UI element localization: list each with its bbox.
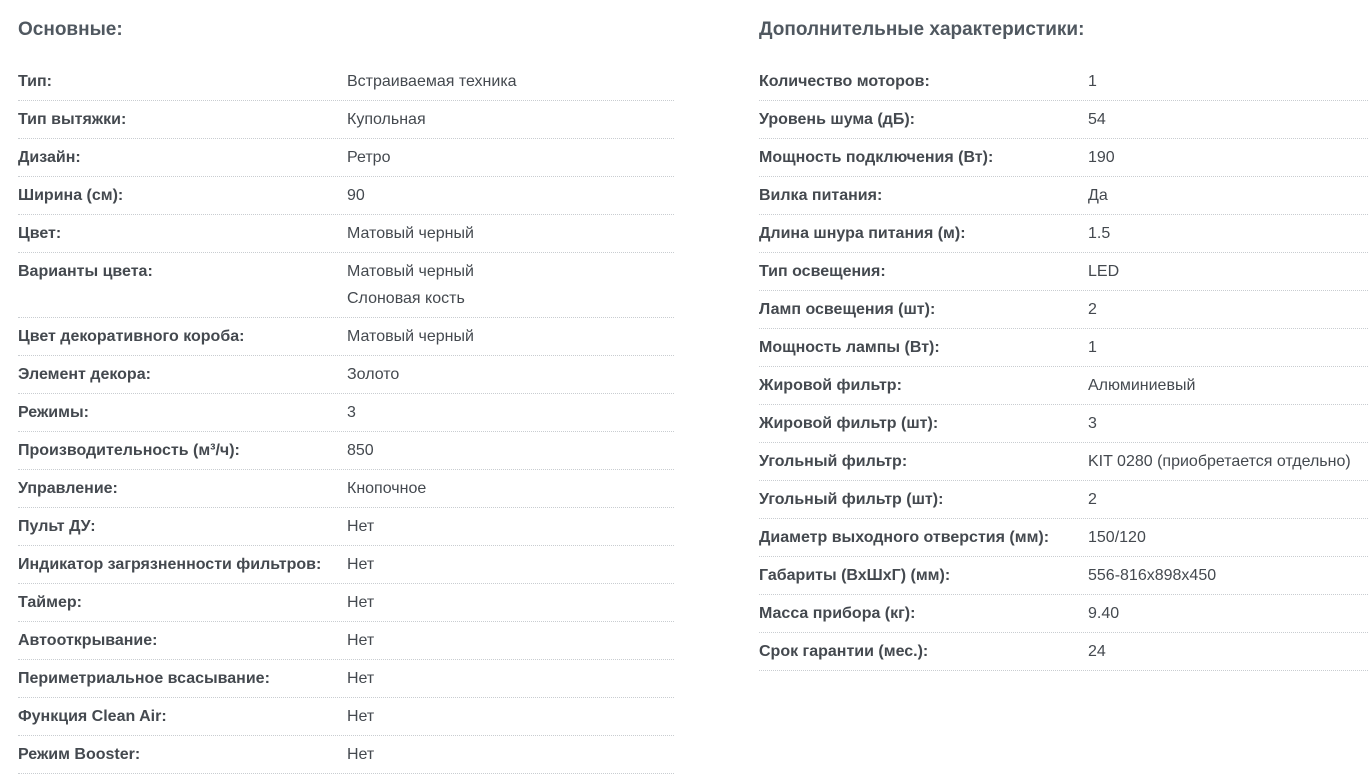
- spec-value: [347, 224, 474, 244]
- spec-value-line: 3: [347, 404, 356, 421]
- spec-row: [759, 215, 1368, 253]
- spec-label: Вилка питания:: [759, 187, 883, 204]
- spec-value-line: 1: [1088, 339, 1097, 356]
- spec-value: [347, 403, 356, 423]
- spec-label: Пульт ДУ:: [18, 518, 96, 535]
- spec-value: [347, 72, 517, 92]
- spec-row: [759, 63, 1368, 101]
- spec-label: Цвет декоративного короба:: [18, 328, 245, 345]
- spec-label: Жировой фильтр (шт):: [759, 415, 939, 432]
- spec-value-line: 90: [347, 187, 365, 204]
- spec-row: [759, 177, 1368, 215]
- spec-label: Количество моторов:: [759, 73, 930, 90]
- spec-value-line: Алюминиевый: [1088, 377, 1196, 394]
- spec-row: [759, 595, 1368, 633]
- spec-label: Угольный фильтр:: [759, 453, 908, 470]
- spec-label: Жировой фильтр:: [759, 377, 902, 394]
- spec-value-line: Золото: [347, 366, 400, 383]
- spec-row: [18, 394, 674, 432]
- spec-row: [759, 633, 1368, 671]
- spec-value: [1088, 262, 1119, 282]
- spec-label: Варианты цвета:: [18, 263, 153, 280]
- spec-value-line: KIT 0280 (приобретается отдельно): [1088, 453, 1351, 470]
- spec-value: [347, 110, 426, 130]
- spec-row: [18, 318, 674, 356]
- spec-row: [759, 367, 1368, 405]
- spec-value: [347, 441, 374, 461]
- spec-value-line: Нет: [347, 632, 375, 649]
- spec-value: [1088, 338, 1097, 358]
- spec-value-line: 150/120: [1088, 529, 1146, 546]
- spec-value: [1088, 452, 1351, 472]
- spec-row: [18, 698, 674, 736]
- spec-value-line: Матовый черный: [347, 263, 474, 280]
- spec-label: Дизайн:: [18, 149, 81, 166]
- spec-value: [347, 593, 374, 613]
- spec-value: [347, 669, 374, 689]
- spec-label: Индикатор загрязненности фильтров:: [18, 556, 322, 573]
- spec-label: Мощность подключения (Вт):: [759, 149, 994, 166]
- spec-row: [759, 329, 1368, 367]
- spec-value-line: 2: [1088, 301, 1097, 318]
- spec-row: [759, 519, 1368, 557]
- spec-row: [759, 139, 1368, 177]
- spec-row: [759, 101, 1368, 139]
- spec-row: [759, 291, 1368, 329]
- spec-label: Функция Clean Air:: [18, 708, 167, 725]
- spec-value-line: 556-816x898x450: [1088, 567, 1217, 584]
- spec-value-line: Кнопочное: [347, 480, 427, 497]
- spec-row: [759, 253, 1368, 291]
- spec-value-line: 3: [1088, 415, 1097, 432]
- spec-label: Уровень шума (дБ):: [759, 111, 915, 128]
- spec-value: [347, 262, 474, 309]
- spec-value-line: 1: [1088, 73, 1097, 90]
- spec-label: Режим Booster:: [18, 746, 141, 763]
- spec-value-line: 24: [1088, 643, 1106, 660]
- spec-label: Угольный фильтр (шт):: [759, 491, 944, 508]
- spec-value-line: 54: [1088, 111, 1106, 128]
- spec-row: [18, 660, 674, 698]
- spec-value-line: 2: [1088, 491, 1097, 508]
- spec-value-line: Матовый черный: [347, 225, 474, 242]
- spec-value: [1088, 148, 1115, 168]
- spec-value: [1088, 376, 1195, 396]
- spec-value: [1088, 186, 1108, 206]
- spec-label: Управление:: [18, 480, 118, 497]
- spec-label: Таймер:: [18, 594, 82, 611]
- spec-label: Мощность лампы (Вт):: [759, 339, 940, 356]
- spec-label: Производительность (м³/ч):: [18, 442, 240, 459]
- spec-value-line: Нет: [347, 518, 375, 535]
- spec-value: [347, 555, 374, 575]
- spec-value: [1088, 566, 1216, 586]
- spec-label: Ламп освещения (шт):: [759, 301, 936, 318]
- spec-value: [1088, 110, 1106, 130]
- spec-row: [759, 443, 1368, 481]
- spec-label: Элемент декора:: [18, 366, 151, 383]
- spec-value: [1088, 490, 1097, 510]
- spec-value: [347, 517, 374, 537]
- spec-label: Длина шнура питания (м):: [759, 225, 966, 242]
- spec-row: [18, 139, 674, 177]
- spec-label: Режимы:: [18, 404, 89, 421]
- extra-specs-list: [759, 63, 1368, 671]
- spec-value: [347, 148, 390, 168]
- spec-row: [759, 405, 1368, 443]
- section-title-extra: Дополнительные характеристики:: [759, 19, 1085, 40]
- spec-value-line: 190: [1088, 149, 1115, 166]
- spec-value-line: Нет: [347, 746, 375, 763]
- spec-value: [1088, 528, 1146, 548]
- spec-value-line: 9.40: [1088, 605, 1120, 622]
- spec-value: [1088, 224, 1110, 244]
- spec-row: [18, 736, 674, 774]
- spec-value: [347, 631, 374, 651]
- spec-value-line: Нет: [347, 670, 375, 687]
- spec-value: [1088, 604, 1119, 624]
- spec-value-line: Нет: [347, 594, 375, 611]
- spec-label: Диаметр выходного отверстия (мм):: [759, 529, 1050, 546]
- spec-value: [1088, 72, 1097, 92]
- spec-value-line: Встраиваемая техника: [347, 73, 517, 90]
- spec-value: [1088, 414, 1097, 434]
- spec-row: [18, 63, 674, 101]
- spec-row: [18, 546, 674, 584]
- spec-row: [18, 215, 674, 253]
- spec-row: [759, 481, 1368, 519]
- spec-row: [759, 557, 1368, 595]
- spec-value: [347, 479, 426, 499]
- spec-row: [18, 253, 674, 318]
- spec-row: [18, 101, 674, 139]
- spec-value-line: Нет: [347, 556, 375, 573]
- spec-value: [347, 327, 474, 347]
- spec-label: Цвет:: [18, 225, 62, 242]
- spec-label: Тип освещения:: [759, 263, 886, 280]
- spec-row: [18, 470, 674, 508]
- spec-value-line: Нет: [347, 708, 375, 725]
- spec-value: [347, 186, 365, 206]
- spec-label: Срок гарантии (мес.):: [759, 643, 929, 660]
- spec-value: [1088, 642, 1106, 662]
- spec-value: [1088, 300, 1097, 320]
- spec-value: [347, 745, 374, 765]
- spec-label: Периметриальное всасывание:: [18, 670, 270, 687]
- spec-label: Тип вытяжки:: [18, 111, 127, 128]
- spec-label: Тип:: [18, 73, 52, 90]
- section-title-main: Основные:: [18, 19, 123, 40]
- spec-label: Автооткрывание:: [18, 632, 158, 649]
- spec-row: [18, 356, 674, 394]
- spec-value: [347, 365, 399, 385]
- spec-row: [18, 177, 674, 215]
- spec-value-line: Слоновая кость: [347, 290, 465, 307]
- spec-row: [18, 584, 674, 622]
- spec-row: [18, 508, 674, 546]
- spec-value-line: Ретро: [347, 149, 391, 166]
- spec-label: Ширина (см):: [18, 187, 124, 204]
- spec-value-line: 850: [347, 442, 374, 459]
- spec-row: [18, 432, 674, 470]
- spec-label: Масса прибора (кг):: [759, 605, 916, 622]
- spec-value-line: Купольная: [347, 111, 426, 128]
- spec-value: [347, 707, 374, 727]
- main-specs-list: [18, 63, 674, 774]
- spec-value-line: LED: [1088, 263, 1120, 280]
- spec-value-line: Да: [1088, 187, 1108, 204]
- spec-row: [18, 622, 674, 660]
- spec-value-line: 1.5: [1088, 225, 1111, 242]
- spec-value-line: Матовый черный: [347, 328, 474, 345]
- spec-label: Габариты (ВхШхГ) (мм):: [759, 567, 951, 584]
